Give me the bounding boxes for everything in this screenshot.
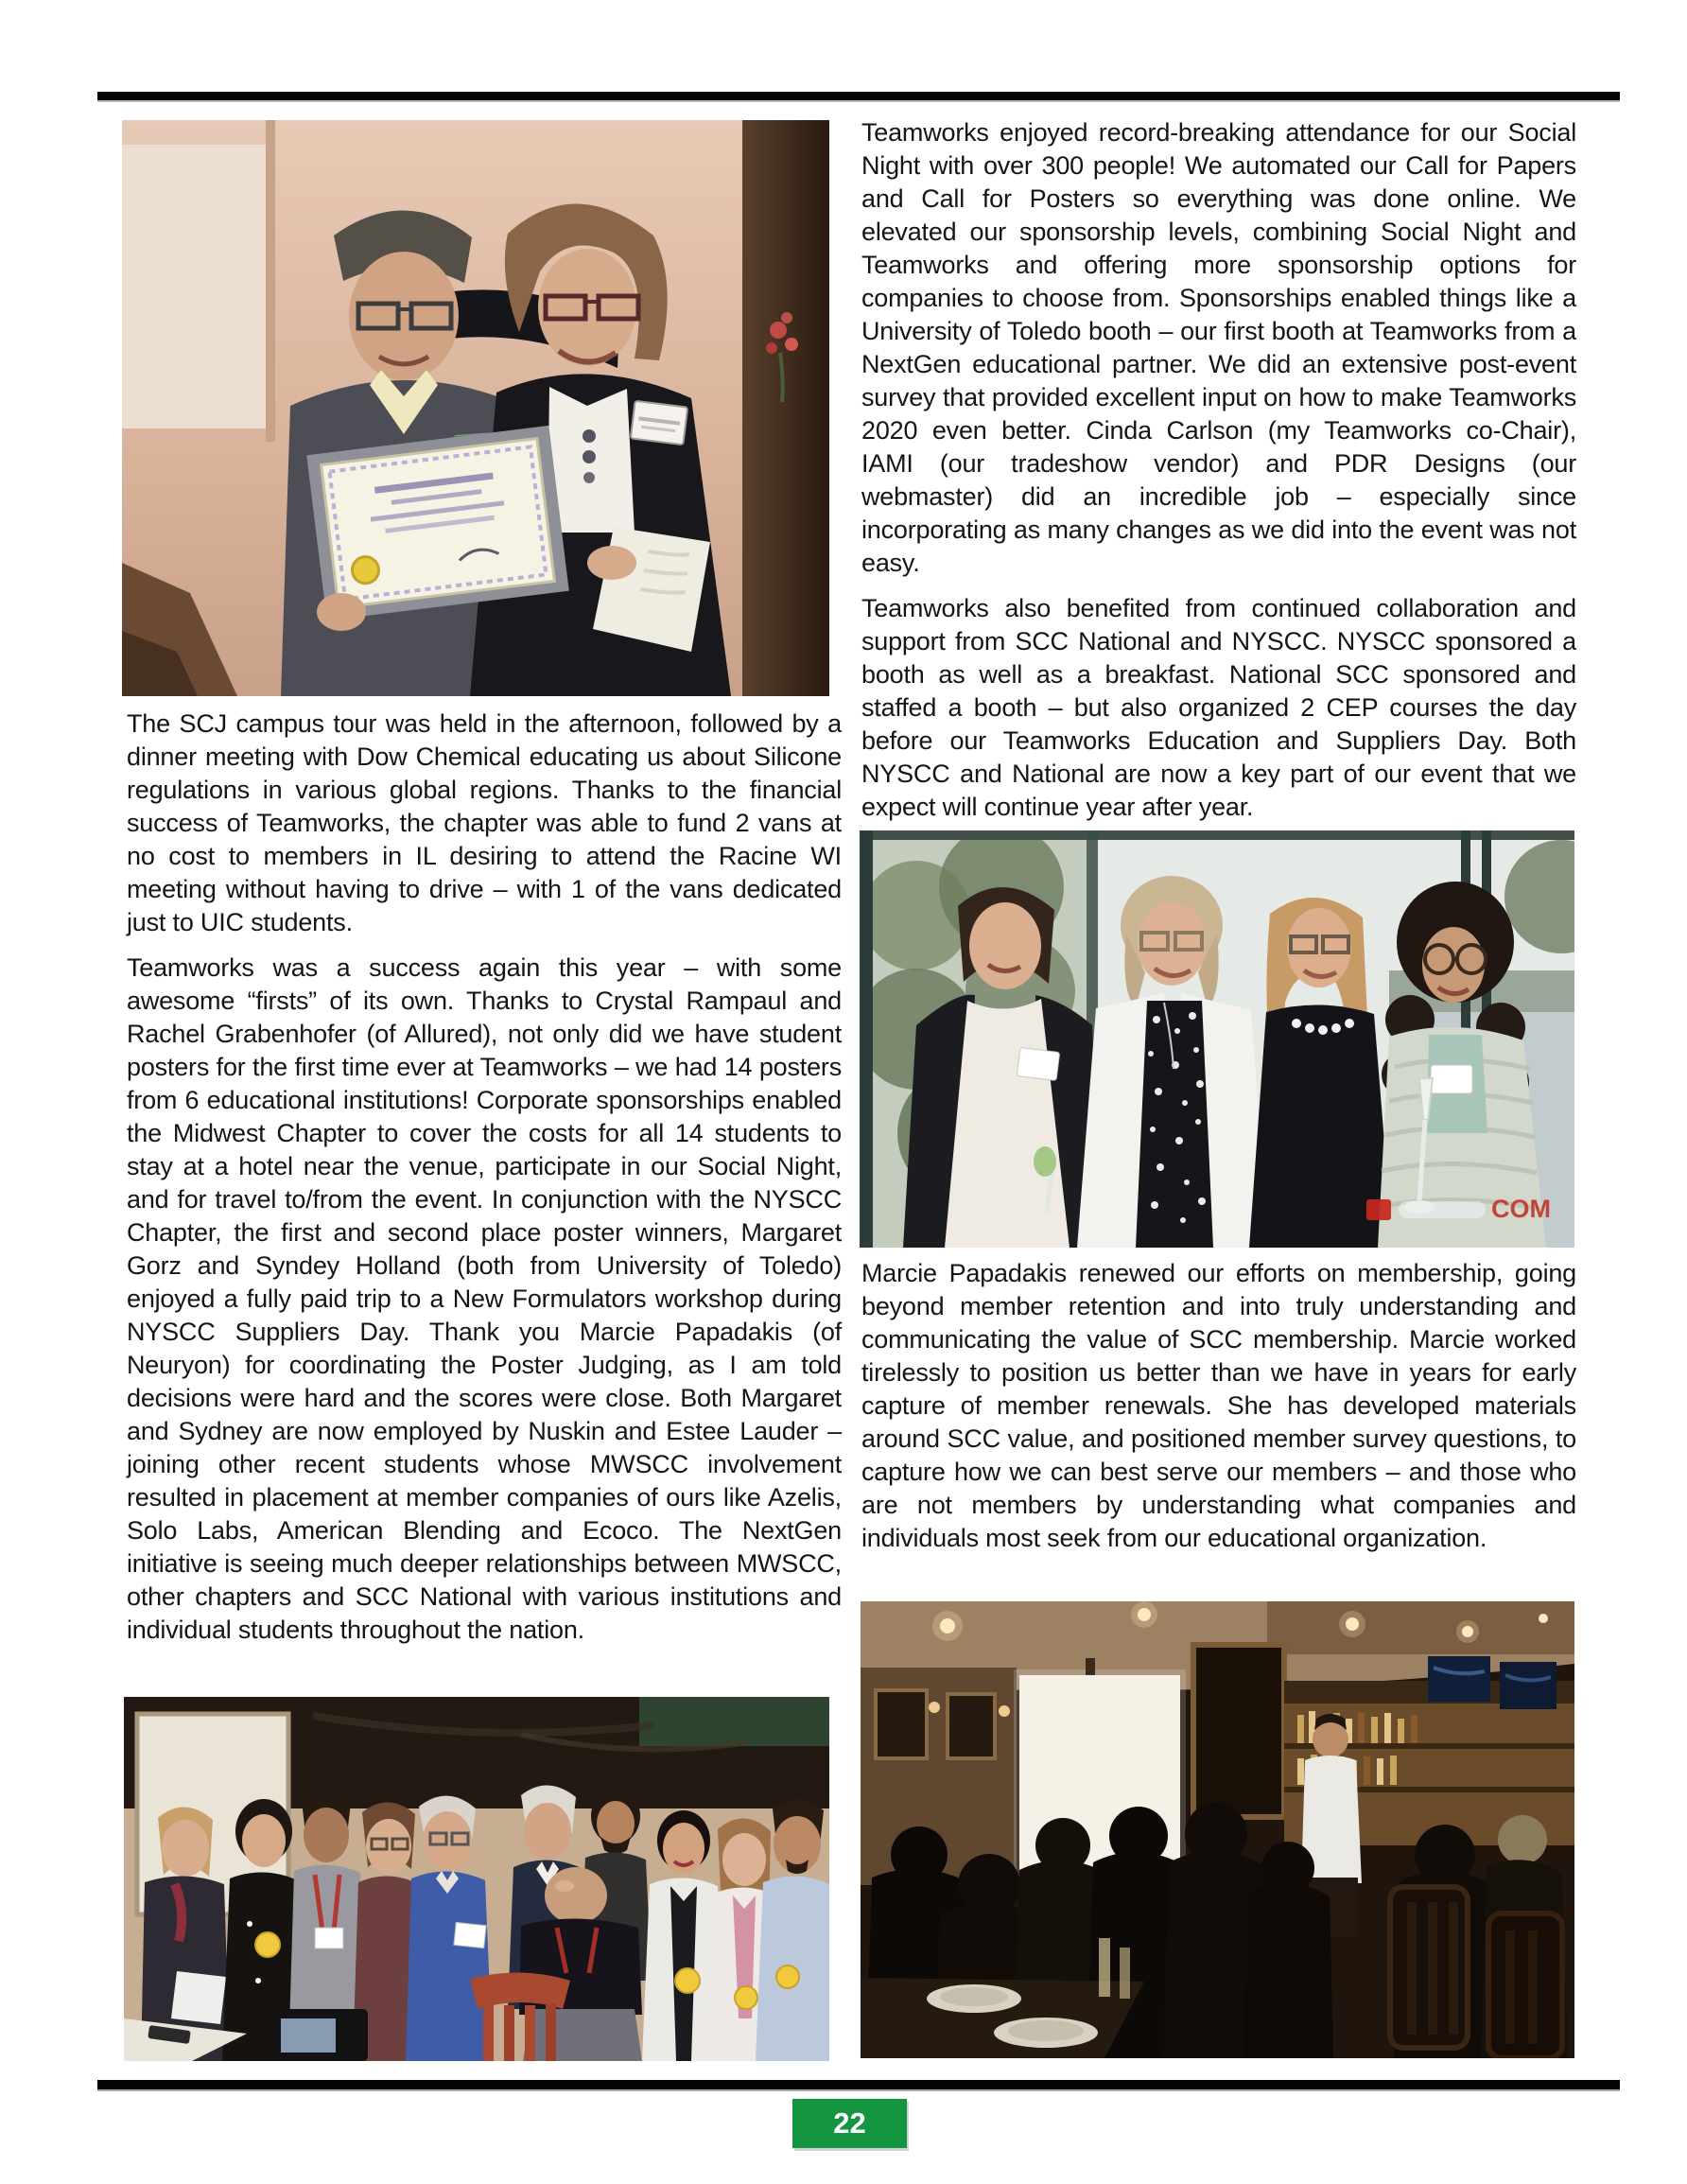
right-column-bottom bbox=[861, 1257, 1576, 1567]
hand bbox=[587, 546, 636, 580]
photo-four-women bbox=[860, 830, 1574, 1248]
mirror-cabinet bbox=[1193, 1645, 1284, 1817]
top-rule bbox=[97, 92, 1620, 100]
photo-watermark bbox=[1366, 1195, 1551, 1224]
emoji-medallion bbox=[776, 1966, 799, 1988]
name-badge bbox=[1431, 1065, 1472, 1093]
left-column bbox=[127, 708, 842, 1659]
wall-sconce bbox=[929, 1702, 940, 1713]
window-mullion bbox=[860, 830, 873, 1248]
glass bbox=[1099, 1938, 1110, 1997]
photo-award-presentation bbox=[122, 120, 829, 696]
right-paragraph-collaboration: Teamworks also benefited from continued collaboration and support from SCC National and NYSCC. NYSCC sponsored a booth as well as a breakfast. National SCC sponsored and staffed a booth – but also organized 2 CEP courses the day before our Teamworks Education and Suppliers Day. Both NYSCC and National are now a key part of our event that we expect will continue year after year. bbox=[861, 594, 1576, 821]
right-paragraph-membership: Marcie Papadakis renewed our efforts on membership, going beyond member retention and into truly understanding and communicating the value of SCC membership. Marcie worked tirelessly to position us better than we have in years for early capture of member renewals. She has developed materials around SCC value, and positioned member survey questions, to capture how we can best serve our members – and those who are not members by understanding what companies and individuals most seek from our educational organization. bbox=[861, 1259, 1576, 1552]
page-number-badge bbox=[792, 2099, 907, 2148]
dark-doorway bbox=[742, 120, 829, 696]
name-badge bbox=[1017, 1048, 1059, 1081]
photo1-illustration bbox=[122, 120, 829, 696]
left-paragraph-teamworks-success: Teamworks was a success again this year – with some awesome “firsts” of its own. Thanks to Crystal Rampaul and Rachel Grabenhofer (of Allured), not only did we have student posters for the first time ever at Teamworks – we had 14 posters from 6 educational institutions! Corporate sponsorships enabled the Midwest Chapter to cover the costs for all 14 students to stay at a hotel near the venue, participate in our Social Night, and for travel to/from the event. In conjunction with the NYSCC Chapter, the first and second place poster winners, Margaret Gorz and Syndey Holland (both from University of Toledo) enjoyed a fully paid trip to a New Formulators workshop during NYSCC Suppliers Day. Thank you Marcie Papadakis (of Neuryon) for coordinating the Poster Judging, as I am told decisions were hard and the scores were close. Both Margaret and Sydney are now employed by Nuskin and Estee Lauder – joining other recent students whose MWSCC involvement resulted in placement at member companies of ours like Azelis, Solo Labs, American Blending and Ecoco. The NextGen initiative is seeing much deeper relationships between MWSCC, other chapters and SCC National with various institutions and individual students throughout the nation. bbox=[127, 953, 842, 1644]
photo-dinner-meeting bbox=[861, 1601, 1574, 2058]
name-badge bbox=[631, 401, 687, 446]
hand bbox=[317, 593, 366, 631]
picture-frame bbox=[876, 1690, 927, 1758]
photo-group-social-night bbox=[124, 1697, 829, 2061]
watermark-faint-text bbox=[1399, 1201, 1486, 1218]
left-paragraph-campus-tour: The SCJ campus tour was held in the afternoon, followed by a dinner meeting with Dow Chemical educating us about Silicone regulations in various global regions. Thanks to the financial success of Teamworks, the chapter was able to fund 2 vans at no cost to members in IL desiring to attend the Racine WI meeting without having to drive – with 1 of the vans dedicated just to UIC students. bbox=[127, 709, 842, 936]
right-column-top bbox=[861, 116, 1576, 836]
emoji-medallion bbox=[255, 1932, 280, 1957]
emoji-medallion bbox=[675, 1968, 700, 1993]
photo3-illustration bbox=[124, 1697, 829, 2061]
drink-glass bbox=[1034, 1146, 1056, 1177]
watermark-text: COM bbox=[1491, 1195, 1551, 1223]
wall-sconce bbox=[999, 1705, 1010, 1717]
name-badge bbox=[454, 1922, 486, 1948]
projector-screen bbox=[122, 145, 271, 428]
papers bbox=[171, 1971, 226, 2024]
glass bbox=[1120, 1948, 1130, 1999]
photo2-illustration bbox=[860, 830, 1574, 1248]
emoji-medallion bbox=[735, 1986, 757, 2009]
tv-screen bbox=[1428, 1656, 1490, 1702]
picture-frame bbox=[948, 1694, 995, 1758]
tv-screen bbox=[1500, 1662, 1557, 1709]
photo4-illustration bbox=[861, 1601, 1574, 2058]
watermark-logo-icon bbox=[1366, 1199, 1391, 1220]
page-number: 22 bbox=[833, 2106, 866, 2140]
bottom-rule bbox=[97, 2080, 1620, 2089]
right-paragraph-attendance: Teamworks enjoyed record-breaking attendance for our Social Night with over 300 people! We automated our Call for Papers and Call for Posters so everything was done online. We elevated our sponsorship levels, combining Social Night and Teamworks and offering more sponsorship options for companies to choose from. Sponsorships enabled things like a University of Toledo booth – our first booth at Teamworks from a NextGen educational partner. We did an extensive post-event survey that provided excellent input on how to make Teamworks 2020 even better. Cinda Carlson (my Teamworks co-Chair), IAMI (our tradeshow vendor) and PDR Designs (our webmaster) did an incredible job – especially since incorporating as many changes as we did into the event was not easy. bbox=[861, 118, 1576, 577]
certificate bbox=[306, 426, 569, 620]
name-badge bbox=[315, 1928, 343, 1948]
